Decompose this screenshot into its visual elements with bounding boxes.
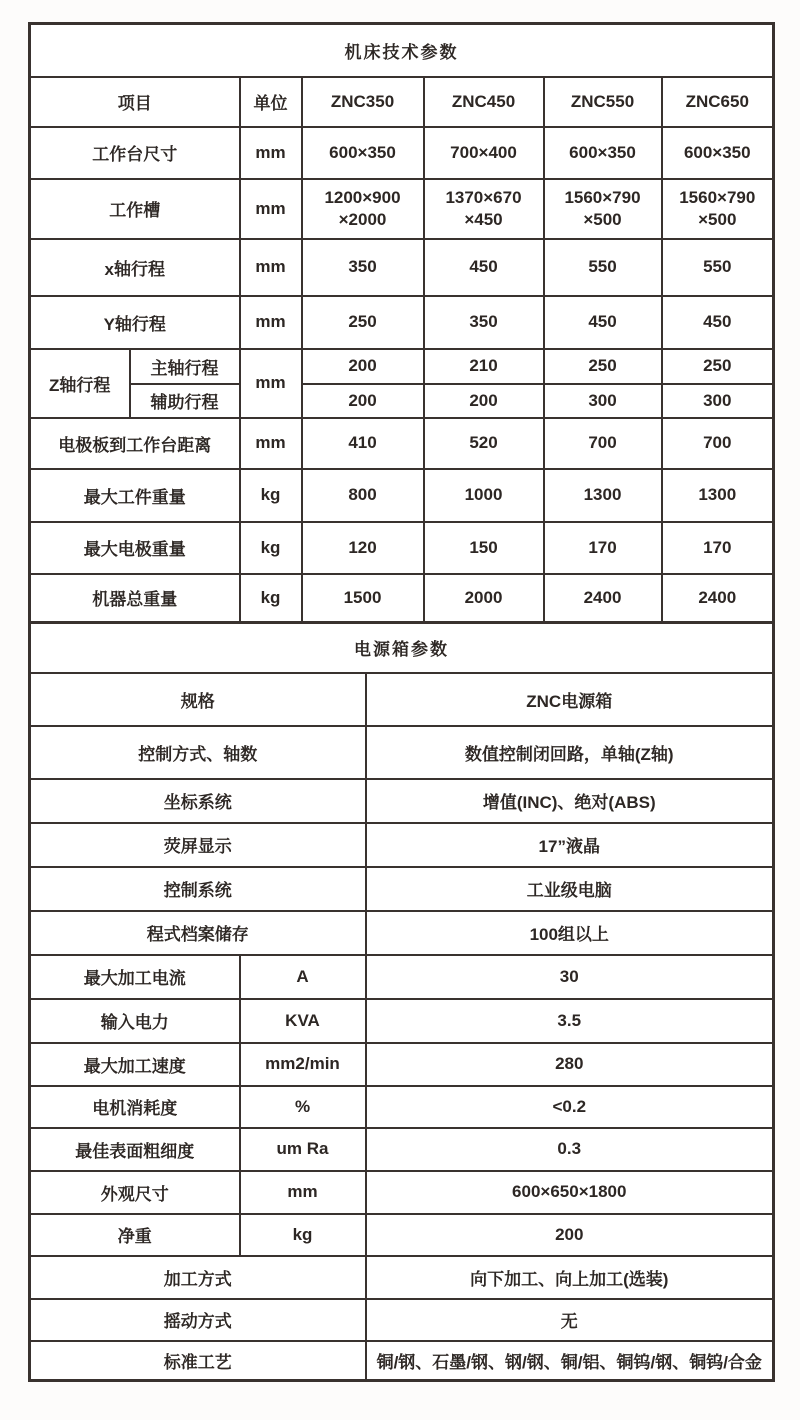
row-y-travel [30, 296, 774, 349]
row-label: 坐标系统 [30, 779, 366, 823]
row-unit: mm [240, 418, 302, 469]
cell-value: 250 [662, 349, 774, 384]
cell-value: 2400 [662, 574, 774, 623]
row-max-speed [30, 1043, 774, 1086]
cell-value: 550 [662, 239, 774, 296]
cell-value: 3.5 [366, 999, 774, 1043]
cell-value: 150 [424, 522, 544, 574]
cell-value: 120 [302, 522, 424, 574]
row-coordinate-system [30, 779, 774, 823]
row-control-mode [30, 726, 774, 779]
cell-value: 工业级电脑 [366, 867, 774, 911]
cell-value: 700 [662, 418, 774, 469]
row-unit: mm2/min [240, 1043, 366, 1086]
row-input-power [30, 999, 774, 1043]
row-label: 控制方式、轴数 [30, 726, 366, 779]
cell-value: 250 [302, 296, 424, 349]
row-label: 辅助行程 [130, 384, 240, 418]
cell-line1: 1560×790 [679, 188, 756, 208]
machine-params-table [28, 22, 775, 624]
row-surface-finish [30, 1128, 774, 1171]
cell-value: 数值控制闭回路，单轴(Z轴) [366, 726, 774, 779]
row-spec [30, 673, 774, 726]
cell-value: 800 [302, 469, 424, 522]
cell-value: 450 [424, 239, 544, 296]
machine-header-row [30, 77, 774, 127]
row-label: 最大加工速度 [30, 1043, 240, 1086]
cell-value: 30 [366, 955, 774, 999]
row-unit: kg [240, 469, 302, 522]
row-label: 荧屏显示 [30, 823, 366, 867]
cell-value: <0.2 [366, 1086, 774, 1128]
power-box-params-table [28, 621, 775, 1382]
cell-value: ZNC电源箱 [366, 673, 774, 726]
row-unit: KVA [240, 999, 366, 1043]
cell-line1: 1560×790 [564, 188, 641, 208]
row-work-tank [30, 179, 774, 239]
power-table-title: 电源箱参数 [30, 623, 774, 673]
row-unit: mm [240, 349, 302, 418]
cell-value: 铜/钢、石墨/钢、钢/钢、铜/铝、铜钨/钢、铜钨/合金 [366, 1341, 774, 1381]
row-label: 主轴行程 [130, 349, 240, 384]
cell-line2: ×2000 [338, 209, 387, 229]
row-label: 最大加工电流 [30, 955, 240, 999]
cell-value: 300 [662, 384, 774, 418]
row-unit: mm [240, 1171, 366, 1214]
cell-value [302, 179, 424, 239]
cell-value: 200 [302, 349, 424, 384]
row-program-storage [30, 911, 774, 955]
row-label: 控制系统 [30, 867, 366, 911]
row-label: 加工方式 [30, 1256, 366, 1299]
z-travel-group-label: Z轴行程 [30, 349, 130, 418]
row-screen-display [30, 823, 774, 867]
row-label: 工作台尺寸 [30, 127, 240, 179]
cell-value: 0.3 [366, 1128, 774, 1171]
row-label: 最大工件重量 [30, 469, 240, 522]
cell-value: 170 [544, 522, 662, 574]
cell-value: 350 [424, 296, 544, 349]
cell-value: 600×350 [662, 127, 774, 179]
row-max-electrode-weight [30, 522, 774, 574]
row-label: 最大电极重量 [30, 522, 240, 574]
cell-value: 450 [544, 296, 662, 349]
cell-value: 450 [662, 296, 774, 349]
row-dimensions [30, 1171, 774, 1214]
row-worktable-size [30, 127, 774, 179]
cell-value: 200 [302, 384, 424, 418]
cell-value: 向下加工、向上加工(选装) [366, 1256, 774, 1299]
cell-line1: 1370×670 [445, 188, 522, 208]
cell-value: 1300 [544, 469, 662, 522]
row-label: 工作槽 [30, 179, 240, 239]
row-label: 净重 [30, 1214, 240, 1256]
cell-value: 170 [662, 522, 774, 574]
row-standard-process [30, 1341, 774, 1381]
row-unit: mm [240, 127, 302, 179]
row-unit: mm [240, 239, 302, 296]
cell-value: 210 [424, 349, 544, 384]
row-label: Y轴行程 [30, 296, 240, 349]
cell-value: 1500 [302, 574, 424, 623]
row-net-weight [30, 1214, 774, 1256]
cell-value: 520 [424, 418, 544, 469]
row-x-travel [30, 239, 774, 296]
cell-value: 200 [424, 384, 544, 418]
cell-value: 300 [544, 384, 662, 418]
row-unit: % [240, 1086, 366, 1128]
col-header-model-znc550: ZNC550 [544, 77, 662, 127]
cell-value: 350 [302, 239, 424, 296]
cell-line2: ×500 [698, 209, 737, 229]
row-unit: A [240, 955, 366, 999]
cell-value: 1300 [662, 469, 774, 522]
cell-value: 280 [366, 1043, 774, 1086]
row-label: x轴行程 [30, 239, 240, 296]
cell-value: 700 [544, 418, 662, 469]
cell-value: 550 [544, 239, 662, 296]
row-unit: mm [240, 179, 302, 239]
cell-value: 250 [544, 349, 662, 384]
col-header-model-znc450: ZNC450 [424, 77, 544, 127]
cell-value: 600×350 [544, 127, 662, 179]
row-z-travel-aux [30, 384, 774, 418]
row-label: 外观尺寸 [30, 1171, 240, 1214]
cell-line1: 1200×900 [324, 188, 401, 208]
row-label: 电极板到工作台距离 [30, 418, 240, 469]
cell-value: 600×350 [302, 127, 424, 179]
row-machining-mode [30, 1256, 774, 1299]
cell-value [424, 179, 544, 239]
cell-value [544, 179, 662, 239]
row-label: 电机消耗度 [30, 1086, 240, 1128]
cell-value: 17”液晶 [366, 823, 774, 867]
row-label: 标准工艺 [30, 1341, 366, 1381]
col-header-item: 项目 [30, 77, 240, 127]
cell-value: 无 [366, 1299, 774, 1341]
cell-value: 700×400 [424, 127, 544, 179]
row-unit: kg [240, 522, 302, 574]
col-header-model-znc350: ZNC350 [302, 77, 424, 127]
row-unit: mm [240, 296, 302, 349]
cell-value: 2000 [424, 574, 544, 623]
row-label: 最佳表面粗细度 [30, 1128, 240, 1171]
row-machine-weight [30, 574, 774, 623]
cell-line2: ×500 [583, 209, 622, 229]
cell-value [662, 179, 774, 239]
row-unit: um Ra [240, 1128, 366, 1171]
row-unit: kg [240, 1214, 366, 1256]
row-label: 摇动方式 [30, 1299, 366, 1341]
row-electrode-distance [30, 418, 774, 469]
row-unit: kg [240, 574, 302, 623]
cell-value: 100组以上 [366, 911, 774, 955]
cell-value: 2400 [544, 574, 662, 623]
machine-table-title: 机床技术参数 [30, 24, 774, 77]
row-label: 程式档案储存 [30, 911, 366, 955]
cell-value: 增值(INC)、绝对(ABS) [366, 779, 774, 823]
row-motor-consumption [30, 1086, 774, 1128]
cell-value: 600×650×1800 [366, 1171, 774, 1214]
col-header-model-znc650: ZNC650 [662, 77, 774, 127]
col-header-unit: 单位 [240, 77, 302, 127]
row-max-current [30, 955, 774, 999]
row-max-workpiece-weight [30, 469, 774, 522]
row-label: 机器总重量 [30, 574, 240, 623]
row-z-travel-main [30, 349, 774, 384]
cell-value: 1000 [424, 469, 544, 522]
row-label: 规格 [30, 673, 366, 726]
cell-value: 200 [366, 1214, 774, 1256]
row-label: 输入电力 [30, 999, 240, 1043]
cell-line2: ×450 [464, 209, 503, 229]
cell-value: 410 [302, 418, 424, 469]
row-orbit-mode [30, 1299, 774, 1341]
row-control-system [30, 867, 774, 911]
